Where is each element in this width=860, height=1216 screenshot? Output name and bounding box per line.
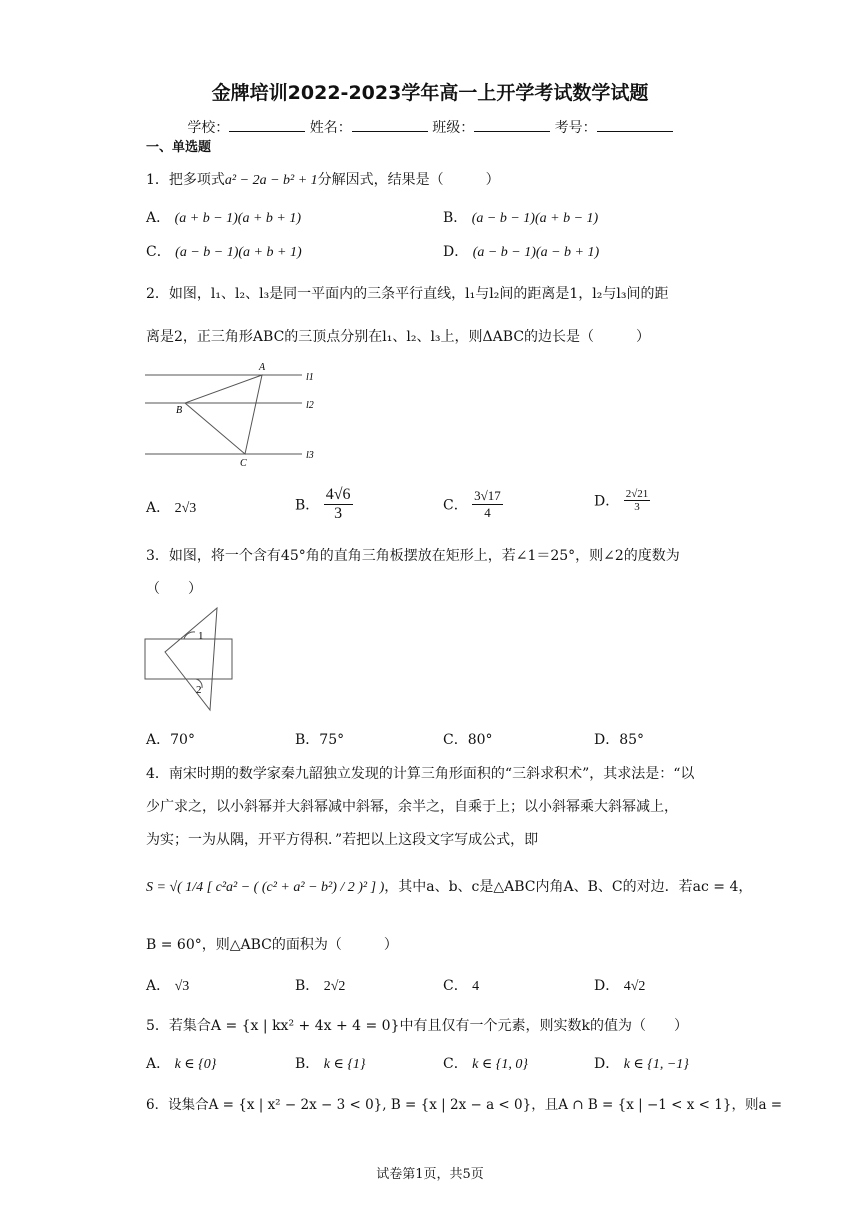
q2-option-a[interactable]: A． 2√3 <box>146 500 197 516</box>
question-2-line-1: 2．如图，l₁、l₂、l₃是同一平面内的三条平行直线，l₁与l₂间的距离是1，l₂与l₃间的距 <box>146 286 669 302</box>
school-label: 学校： <box>187 120 230 136</box>
right-triangle <box>165 608 217 710</box>
parallel-lines-triangle-figure <box>140 358 330 470</box>
q2-option-b[interactable]: B． $\frac{4√6}{3}$ <box>295 486 351 522</box>
q4-option-b[interactable]: B． 2√2 <box>295 978 346 994</box>
question-2-line-2: 离是2，正三角形ABC的三顶点分别在l₁、l₂、l₃上，则ΔABC的边长是（ ） <box>146 329 651 345</box>
question-text-end: 分解因式，结果是（ ） <box>317 172 500 188</box>
question-text: 把多项式 <box>168 172 225 188</box>
exam-no-blank[interactable] <box>597 119 673 132</box>
angle-1-arc <box>184 632 195 639</box>
rectangle-triangle-figure <box>140 602 240 714</box>
class-label: 班级： <box>432 120 475 136</box>
question-number: 1． <box>146 172 169 188</box>
student-info-line <box>0 117 860 137</box>
triangle-abc <box>185 375 262 454</box>
section-title: 一、单选题 <box>146 140 212 155</box>
q3-option-b[interactable]: B．75° <box>295 732 345 748</box>
page-title: 金牌培训2022-2023学年高一上开学考试数学试题 <box>211 82 649 104</box>
question-3-line-2: （ ） <box>146 581 202 597</box>
question-5-line-1: 5．若集合A = {x | kx² + 4x + 4 = 0}中有且仅有一个元素，则实数k的值为（ ） <box>146 1018 688 1034</box>
school-blank[interactable] <box>229 119 305 132</box>
q4-option-a[interactable]: A． √3 <box>146 978 190 994</box>
q1-option-a[interactable]: A． (a + b − 1)(a + b + 1) <box>146 210 302 226</box>
heron-formula: S = √( 1/4 [ c²a² − ( (c² + a² − b²) / 2 )² ] ) <box>146 880 385 895</box>
q5-option-a[interactable]: A． k ∈ {0} <box>146 1056 217 1072</box>
q5-option-b[interactable]: B． k ∈ {1} <box>295 1056 366 1072</box>
q5-option-d[interactable]: D． k ∈ {1, −1} <box>594 1056 689 1072</box>
q2-option-c[interactable]: C． $\frac{3√17}{4}$ <box>443 488 501 520</box>
question-4-line-5: B = 60°，则△ABC的面积为（ ） <box>146 937 398 953</box>
name-label: 姓名： <box>309 120 352 136</box>
q2-option-d[interactable]: D． $\frac{2√21}{3}$ <box>594 488 649 513</box>
page-footer: 试卷第1页，共5页 <box>376 1167 484 1182</box>
question-4-line-1: 4．南宋时期的数学家秦九韶独立发现的计算三角形面积的“三斜求积术”，其求法是：“以 <box>146 766 695 782</box>
question-3-line-1: 3．如图，将一个含有45°角的直角三角板摆放在矩形上，若∠1＝25°，则∠2的度数为 <box>146 548 680 564</box>
q3-option-c[interactable]: C．80° <box>443 732 493 748</box>
q3-option-d[interactable]: D．85° <box>594 732 645 748</box>
name-blank[interactable] <box>352 119 428 132</box>
q3-option-a[interactable]: A．70° <box>146 732 195 748</box>
question-4-formula-line <box>146 876 752 896</box>
question-6-line-1: 6．设集合A = {x | x² − 2x − 3 < 0}, B = {x | 2x − a < 0}，且A ∩ B = {x | −1 < x < 1}，则a = <box>146 1097 783 1113</box>
exam-no-label: 考号： <box>554 120 597 136</box>
formula-explanation: ，其中a、b、c是△ABC内角A、B、C的对边．若ac = 4， <box>384 879 753 895</box>
q1-option-c[interactable]: C． (a − b − 1)(a + b + 1) <box>146 244 302 260</box>
angle-2-label: 2 <box>196 684 202 696</box>
question-4-line-3: 为实；一为从隅，开平方得积．”若把以上这段文字写成公式，即 <box>146 832 539 848</box>
q1-option-b[interactable]: B． (a − b − 1)(a + b − 1) <box>443 210 599 226</box>
class-blank[interactable] <box>474 119 550 132</box>
polynomial-expression: a² − 2a − b² + 1 <box>224 173 318 188</box>
q4-option-d[interactable]: D． 4√2 <box>594 978 646 994</box>
line-l3-label: l3 <box>306 450 314 461</box>
vertex-a-label: A <box>259 362 266 373</box>
question-4-line-2: 少广求之，以小斜幂并大斜幂减中斜幂，余半之，自乘于上；以小斜幂乘大斜幂减上， <box>146 799 678 815</box>
vertex-b-label: B <box>176 405 183 416</box>
angle-1-label: 1 <box>198 630 204 642</box>
vertex-c-label: C <box>240 458 247 469</box>
question-1 <box>146 169 500 189</box>
q4-option-c[interactable]: C． 4 <box>443 978 480 994</box>
q5-option-c[interactable]: C． k ∈ {1, 0} <box>443 1056 528 1072</box>
rectangle <box>145 639 232 679</box>
q1-option-d[interactable]: D． (a − b − 1)(a − b + 1) <box>443 244 600 260</box>
line-l1-label: l1 <box>306 372 314 383</box>
line-l2-label: l2 <box>306 400 314 411</box>
